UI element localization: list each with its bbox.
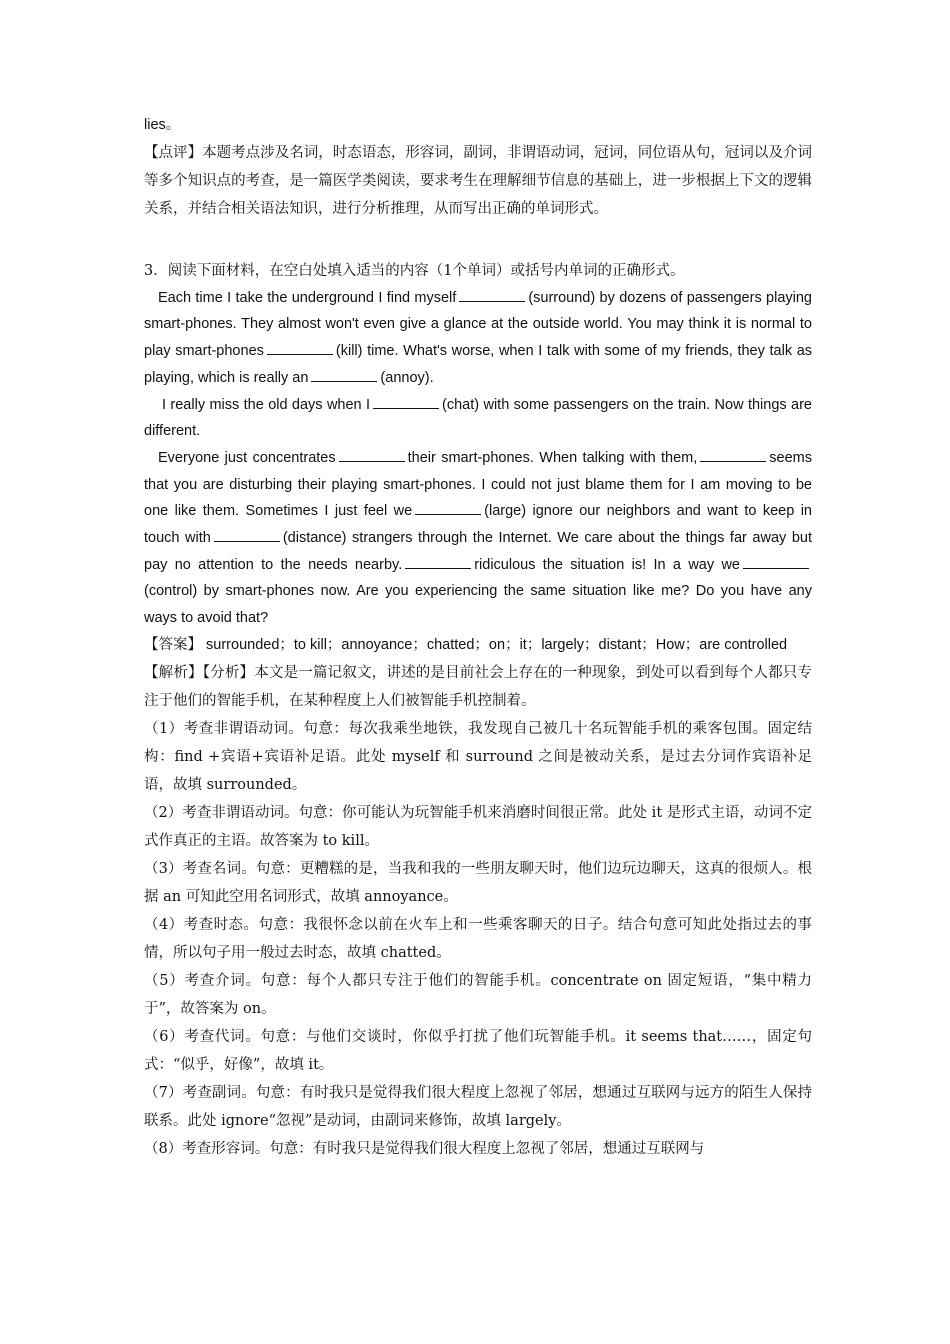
passage-text: Everyone just concentrates	[158, 449, 336, 466]
passage-text: (large) ignore our neighbors and want to keep in touch with	[144, 503, 812, 547]
analysis-item: （4）考查时态。句意：我很怀念以前在火车上和一些乘客聊天的日子。结合句意可知此处指过去的事情，所以句子用一般过去时态，故填 chatted。	[144, 916, 812, 961]
analysis-item: （3）考查名词。句意：更糟糕的是，当我和我的一些朋友聊天时，他们边玩边聊天，这真的很烦人。根据 an 可知此空用名词形式，故填 annoyance。	[144, 860, 812, 905]
passage-text: (chat) with some passengers on the train. Now things are different.	[144, 396, 812, 440]
answer-blank-8[interactable]	[214, 527, 280, 542]
passage-text: (surround) by dozens of passengers playing smart-phones. They almost won't even give a glance at the outside world. You may think it is normal to play smart-phones	[144, 289, 812, 360]
analysis-intro: 【解析】【分析】本文是一篇记叙文，讲述的是目前社会上存在的一种现象，到处可以看到每个人都只专注于他们的智能手机，在某种程度上人们被智能手机控制着。	[144, 664, 812, 709]
passage-text: I really miss the old days when I	[162, 396, 371, 413]
passage-text: (kill) time. What's worse, when I talk with some of my friends, they talk as playing, which is really an	[144, 343, 813, 386]
answer-line	[144, 632, 812, 659]
answer-blank-2[interactable]	[267, 340, 333, 355]
analysis-item: （6）考查代词。句意：与他们交谈时，你似乎打扰了他们玩智能手机。it seems that……，固定句式：“似乎，好像”，故填 it。	[144, 1028, 812, 1073]
previous-answer-tail: lies。	[144, 117, 181, 133]
answer-blank-1[interactable]	[459, 287, 525, 302]
section-gap	[144, 223, 812, 251]
passage-paragraph-3	[144, 445, 812, 632]
comment-paragraph: 【点评】本题考点涉及名词，时态语态，形容词，副词，非谓语动词，冠词，同位语从句，冠词以及介词等多个知识点的考查，是一篇医学类阅读，要求考生在理解细节信息的基础上，进一步根据上下文的逻辑关系，并结合相关语法知识，进行分析推理，从而写出正确的单词形式。	[144, 144, 812, 217]
passage-paragraph-1	[144, 285, 812, 392]
passage-text: ridiculous the situation is! In a way we	[474, 556, 740, 573]
passage-text: (control) by smart-phones now. Are you experiencing the same situation like me? Do you have any ways to avoid that?	[144, 583, 812, 627]
question-title: 3．阅读下面材料，在空白处填入适当的内容（1个单词）或括号内单词的正确形式。	[144, 262, 685, 279]
analysis-item: （2）考查非谓语动词。句意：你可能认为玩智能手机来消磨时间很正常。此处 it 是形式主语，动词不定式作真正的主语。故答案为 to kill。	[144, 804, 812, 849]
passage-text: (distance) strangers through the Internet. We care about the things far away but pay no attention to the needs nearby.	[144, 530, 812, 573]
analysis-item: （1）考查非谓语动词。句意：每次我乘坐地铁，我发现自己被几十名玩智能手机的乘客包围。固定结构：find +宾语+宾语补足语。此处 myself 和 surround 之间是被动关系，是过去分词作宾语补足语，故填 surrounded。	[144, 720, 812, 793]
passage-text: (annoy).	[380, 369, 434, 386]
answer-label: 【答案】	[144, 636, 202, 653]
answer-blank-7[interactable]	[415, 500, 481, 515]
answer-blank-6[interactable]	[700, 447, 766, 462]
passage-text: their smart-phones. When talking with them,	[407, 449, 698, 466]
analysis-item: （8）考查形容词。句意：有时我只是觉得我们很大程度上忽视了邻居，想通过互联网与	[144, 1140, 705, 1157]
answer-blank-4[interactable]	[373, 394, 439, 409]
answer-blank-3[interactable]	[311, 367, 377, 382]
answer-blank-5[interactable]	[339, 447, 405, 462]
analysis-item: （5）考查介词。句意：每个人都只专注于他们的智能手机。concentrate on 固定短语，“集中精力于”，故答案为 on。	[144, 972, 812, 1017]
passage-text: Each time I take the underground I find myself	[158, 289, 457, 306]
answer-blank-10[interactable]	[743, 554, 809, 569]
passage-text: seems that you are disturbing their playing smart-phones. I could not just blame them for I am moving to be one like them. Sometimes I just feel we	[144, 449, 812, 520]
answer-blank-9[interactable]	[405, 554, 471, 569]
answer-text: surrounded；to kill；annoyance；chatted；on；it；largely；distant；How；are controlled	[206, 636, 788, 653]
passage-paragraph-2	[144, 392, 812, 445]
analysis-item: （7）考查副词。句意：有时我只是觉得我们很大程度上忽视了邻居，想通过互联网与远方的陌生人保持联系。此处 ignore“忽视”是动词，由副词来修饰，故填 largely。	[144, 1084, 812, 1129]
document-page	[144, 112, 812, 1163]
